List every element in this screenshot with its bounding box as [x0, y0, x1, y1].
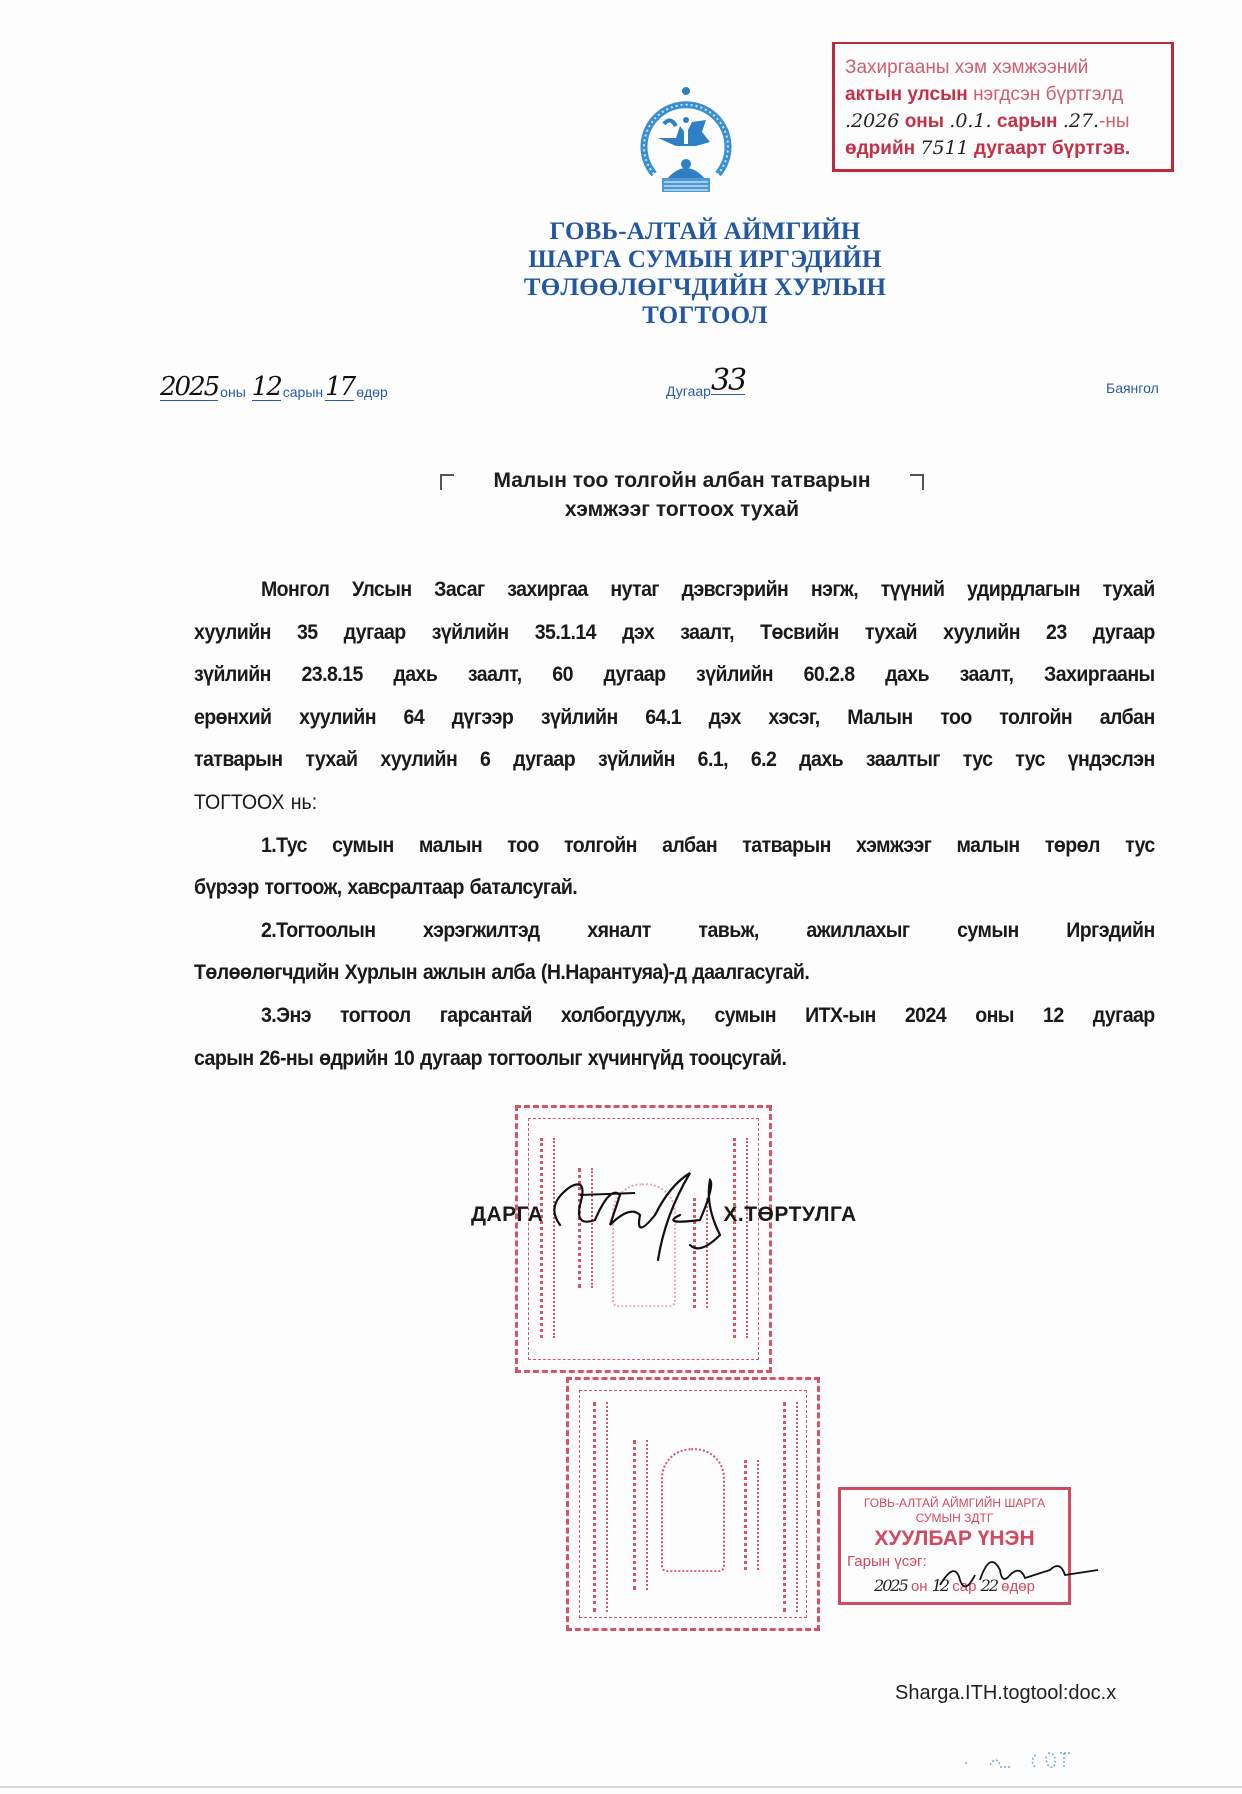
- body-line: Төлөөлөгчдийн Хурлын ажлын алба (Н.Нарантуяа)-д даалгасугай.: [194, 961, 810, 985]
- copy-stamp-day: 22: [980, 1576, 997, 1595]
- body-line: сарын 26-ны өдрийн 10 дугаар тогтоолыг хүчингүйд тооцсугай.: [194, 1046, 787, 1070]
- body-line: Монгол Улсын Засаг захиргаа нутаг дэвсгэрийн нэгж, түүний удирдлагын тухай: [260, 578, 1155, 601]
- signatory-name: Х.ТӨРТУЛГА: [723, 1203, 857, 1226]
- reg-stamp-month: .0.1.: [949, 110, 992, 132]
- header-line-1: ГОВЬ-АЛТАЙ АЙМГИЙН: [549, 218, 861, 245]
- handwritten-signature: [540, 1165, 750, 1265]
- body-item-2: 2.Тогтоолын хэрэгжилтэд хяналт тавьж, ажиллахыг сумын Иргэдийн: [260, 918, 1155, 942]
- body-line: зүйлийн 23.8.15 дахь заалт, 60 дугаар зүйлийн 60.2.8 дахь заалт, Захиргааны: [194, 663, 1155, 687]
- date-day: 17: [325, 372, 355, 402]
- date-month: 12: [251, 372, 281, 402]
- mongolia-state-emblem-icon: [636, 86, 736, 196]
- header-line-3: ТӨЛӨӨЛӨГЧДИЙН ХУРЛЫН: [523, 274, 887, 301]
- body-line: ерөнхий хуулийн 64 дүгээр зүйлийн 64.1 дэх хэсэг, Малын тоо толгойн албан: [194, 705, 1155, 729]
- reg-stamp-line-2-light: нэгдсэн бүртгэлд: [973, 84, 1124, 105]
- scan-edge: [0, 1786, 1242, 1788]
- date-year: 2025: [160, 372, 219, 402]
- subject-line-1: Малын тоо толгойн албан татварын: [493, 469, 871, 492]
- header-line-2: ШАРГА СУМЫН ИРГЭДИЙН: [528, 246, 882, 273]
- copy-stamp-line-2: СУМЫН ЗДТГ: [915, 1511, 994, 1525]
- resolution-date: [160, 374, 390, 408]
- body-line-resolves: ТОГТООХ нь:: [194, 790, 318, 814]
- copy-stamp-month: 12: [931, 1576, 949, 1595]
- header-line-4: ТОГТООЛ: [642, 302, 768, 329]
- reg-stamp-year-label: оны: [904, 111, 944, 132]
- number-label: Дугаар: [666, 383, 711, 399]
- copy-stamp-line-3: ХУУЛБАР ҮНЭН: [874, 1527, 1035, 1550]
- reg-stamp-line-4-suffix: дугаарт бүртгэв.: [974, 138, 1131, 159]
- reg-stamp-year: .2026: [845, 110, 900, 132]
- copy-stamp-year: 2025: [874, 1576, 907, 1595]
- copy-stamp-signature: [930, 1540, 1100, 1600]
- date-day-label: өдөр: [356, 384, 388, 400]
- reg-stamp-number: 7511: [920, 137, 969, 159]
- date-year-label: оны: [220, 384, 246, 400]
- footer-filename: Sharga.ITH.togtool:doc.x: [895, 1682, 1117, 1704]
- subject-line-2: хэмжээг тогтоох тухай: [564, 498, 800, 521]
- reg-stamp-line-2-bold: актын улсын: [845, 84, 968, 105]
- reg-stamp-line-1: Захиргааны хэм хэмжээний: [845, 57, 1089, 78]
- reg-stamp-month-label: сарын: [996, 111, 1058, 132]
- reg-stamp-day: .27.: [1062, 110, 1100, 132]
- body-item-3: 3.Энэ тогтоол гарсантай холбогдуулж, сумын ИТХ-ын 2024 оны 12 дугаар: [260, 1003, 1155, 1027]
- body-line: бүрээр тогтоож, хавсралтаар баталсугай.: [194, 876, 578, 900]
- resolution-subject: [440, 466, 924, 524]
- reg-stamp-day-suffix: -ны: [1099, 111, 1130, 132]
- copy-stamp-signature-label: Гарын үсэг:: [847, 1553, 927, 1570]
- issuing-authority-title: [420, 218, 990, 330]
- resolution-body: [194, 576, 1155, 1087]
- body-line: татварын тухай хуулийн 6 дугаар зүйлийн 6.1, 6.2 дахь заалтыг тус тус үндэслэн: [194, 748, 1155, 772]
- body-line: хуулийн 35 дугаар зүйлийн 35.1.14 дэх заалт, Төсвийн тухай хуулийн 23 дугаар: [194, 620, 1155, 644]
- number-value: 33: [710, 363, 746, 398]
- faint-handwritten-mark: [960, 1745, 1090, 1775]
- copy-stamp-year-label: он: [910, 1578, 928, 1595]
- copy-stamp-day-label: өдөр: [1001, 1578, 1035, 1595]
- copy-stamp-month-label: сар: [952, 1578, 977, 1595]
- body-item-1: 1.Тус сумын малын тоо толгойн албан татварын хэмжээг малын төрөл тус: [260, 833, 1155, 857]
- location: Баянгол: [1106, 380, 1159, 396]
- signatory-title: ДАРГА: [471, 1203, 544, 1226]
- date-month-label: сарын: [282, 384, 324, 400]
- official-seal-lower: [566, 1377, 820, 1631]
- registration-stamp: [832, 42, 1174, 172]
- reg-stamp-line-4-prefix: өдрийн: [845, 138, 916, 159]
- copy-stamp-line-1: ГОВЬ-АЛТАЙ АЙМГИЙН ШАРГА: [863, 1496, 1046, 1510]
- resolution-number: [666, 363, 746, 399]
